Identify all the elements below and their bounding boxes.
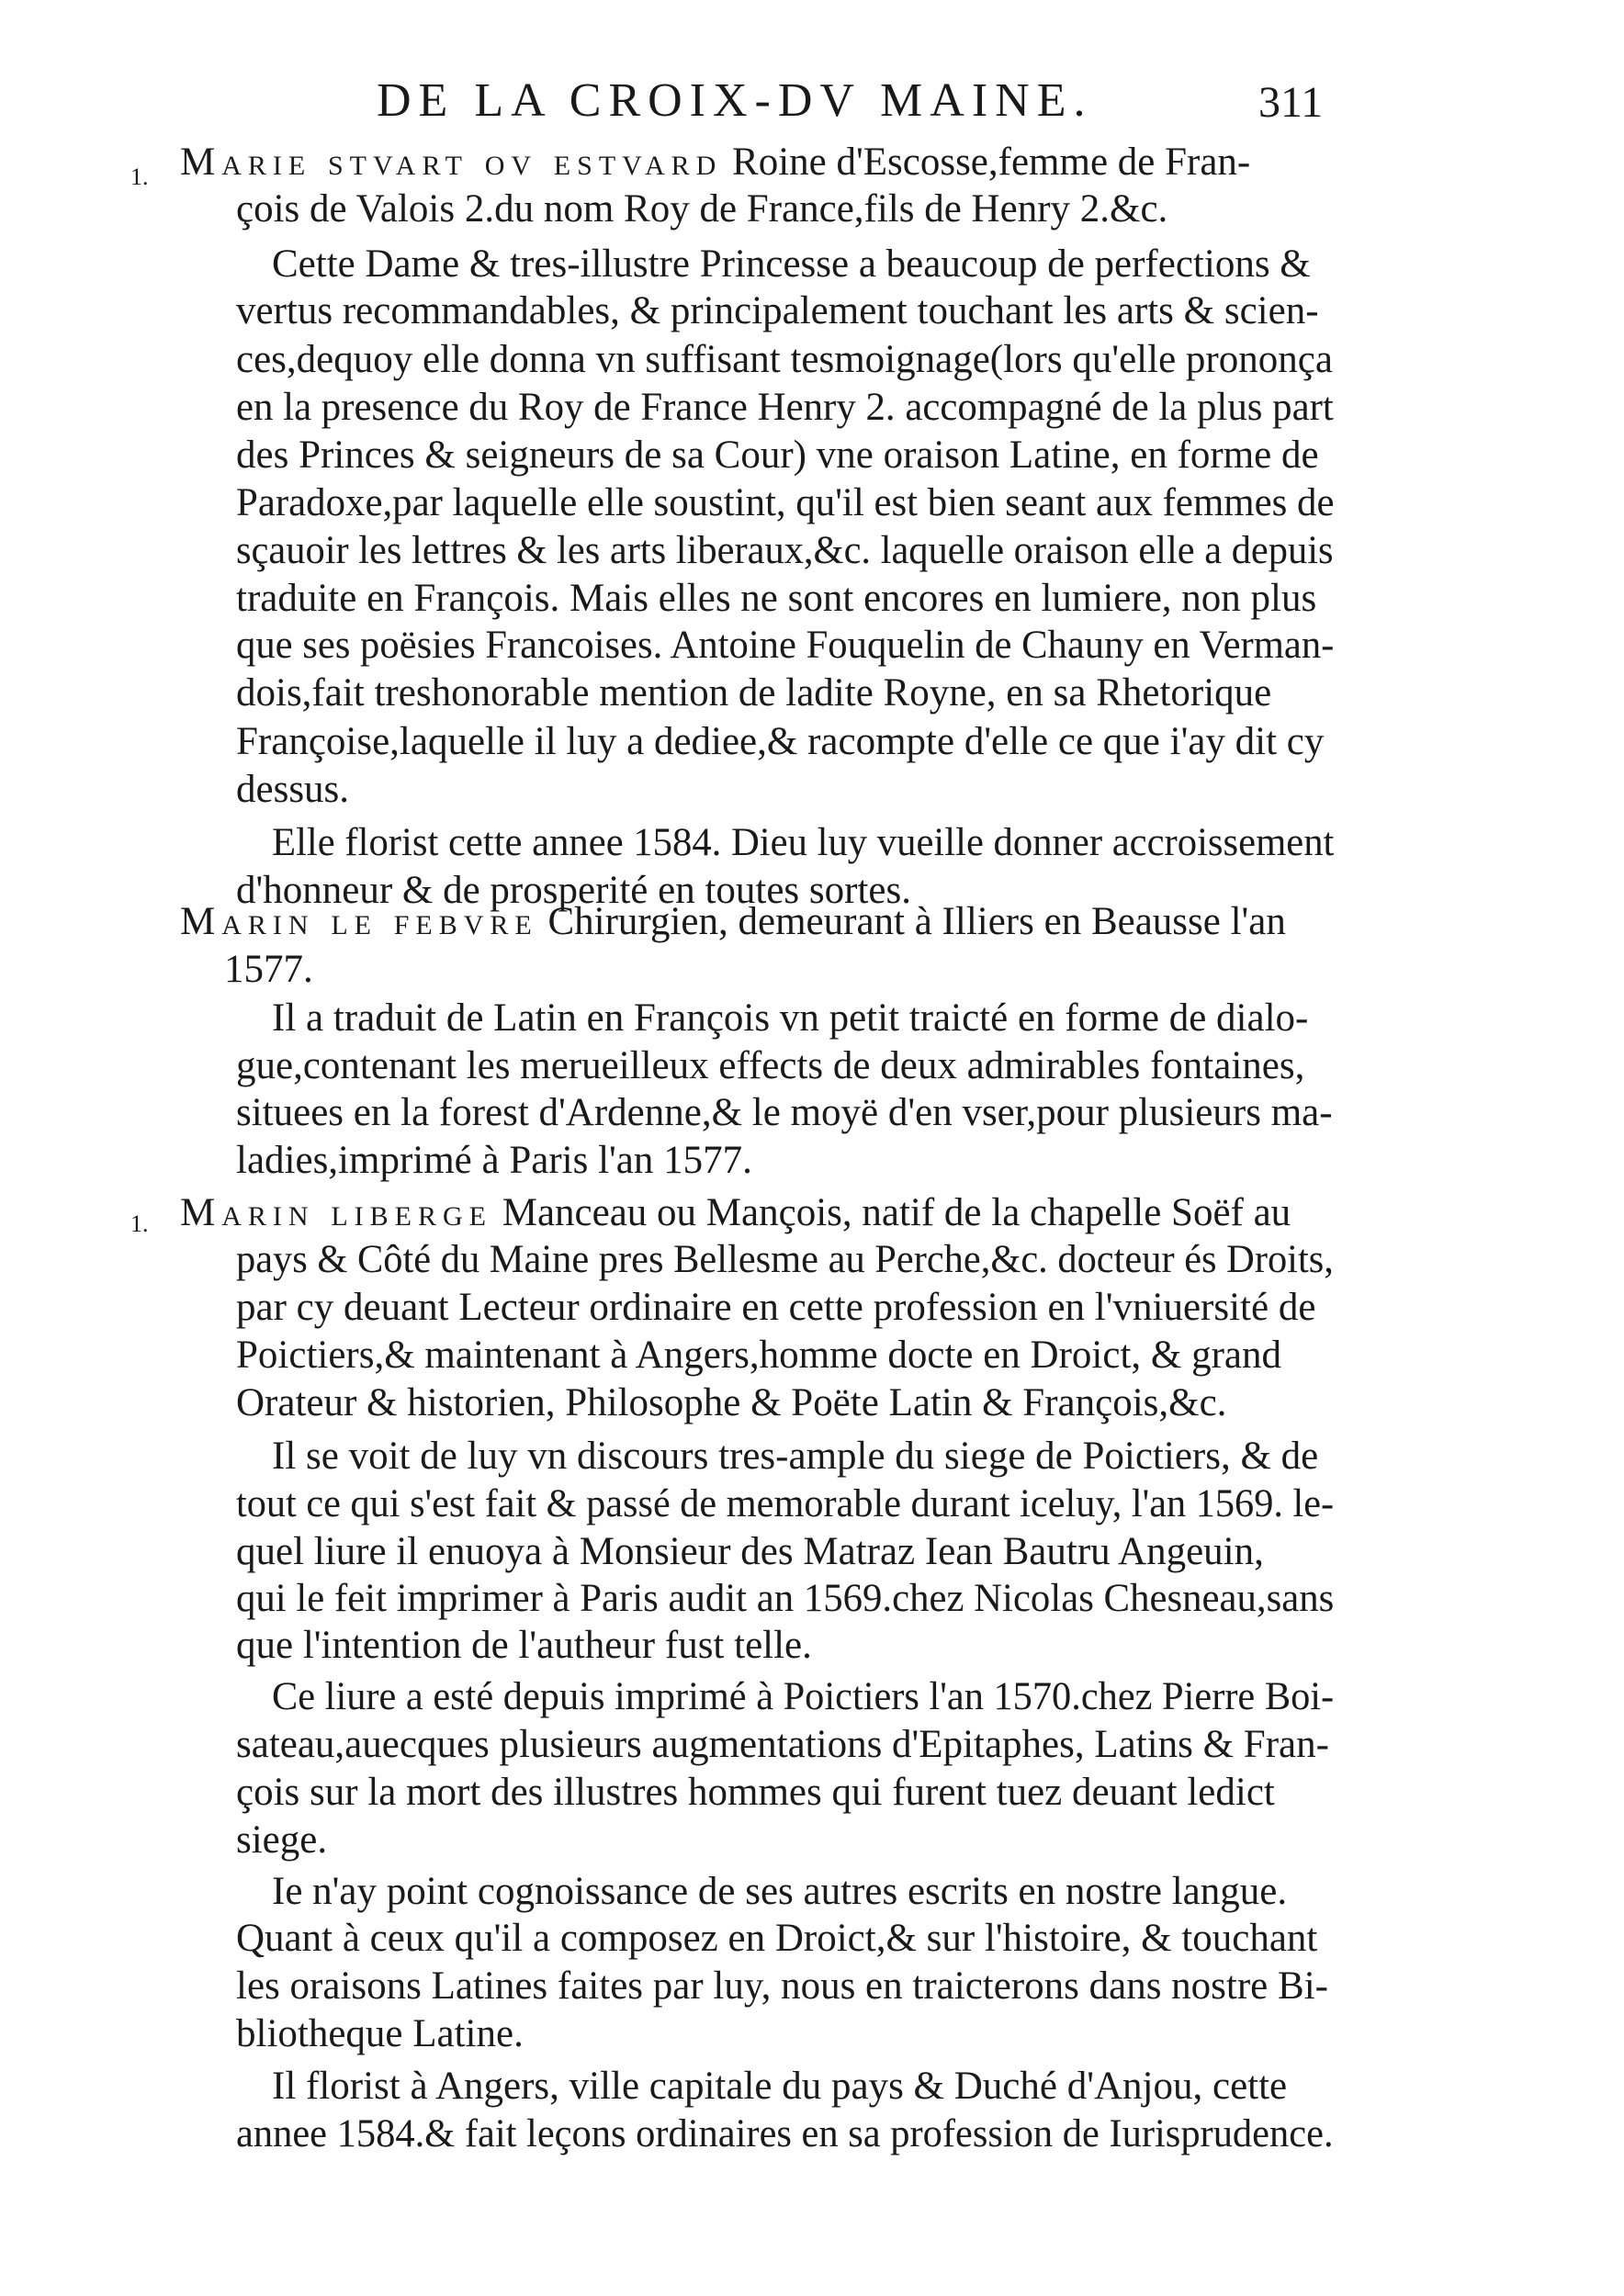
line-text: sateau,auecques plusieurs augmentations d'Epitaphes, Latins & Fran- [236, 1723, 1329, 1766]
text-line [272, 1436, 1318, 1476]
line-text: Cette Dame & tres-illustre Princesse a beaucoup de perfections & [272, 242, 1311, 286]
text-line [236, 1093, 1333, 1132]
line-text: Chirurgien, demeurant à Illiers en Beausse l'an [537, 900, 1286, 943]
line-text: Orateur & historien, Philosophe & Poëte Latin & François,&c. [236, 1381, 1227, 1424]
text-line [236, 531, 1334, 570]
entry-heading-line [180, 142, 1250, 182]
text-line [236, 1288, 1315, 1327]
line-text: quel liure il enuoya à Monsieur des Matraz Iean Bautru Angeuin, [236, 1530, 1264, 1573]
line-text: tout ce qui s'est fait & passé de memorable durant iceluy, l'an 1569. le- [236, 1482, 1335, 1525]
text-line [236, 1820, 327, 1860]
text-line [236, 189, 1167, 229]
text-line [272, 998, 1308, 1038]
line-text: Ie n'ay point cognoissance de ses autres escrits en nostre langue. [272, 1870, 1288, 1913]
line-text: situees en la forest d'Ardenne,& le moyë d'en vser,pour plusieurs ma- [236, 1091, 1333, 1134]
line-text: que l'intention de l'autheur fust telle. [236, 1624, 812, 1667]
text-line [236, 1579, 1334, 1618]
line-text: ces,dequoy elle donna vn suffisant tesmoignage(lors qu'elle prononça [236, 338, 1333, 381]
line-text: Manceau ou Mançois, natif de la chapelle Soëf au [491, 1191, 1291, 1234]
line-text: Il a traduit de Latin en François vn petit traicté en forme de dialo- [272, 996, 1309, 1040]
text-line [272, 244, 1311, 284]
line-text: Roine d'Escosse,femme de Fran- [722, 141, 1251, 184]
line-text: Françoise,laquelle il luy a dediee,& racompte d'elle ce que i'ay dit cy [236, 720, 1325, 763]
text-line [236, 1725, 1329, 1764]
line-text: 1577. [224, 948, 313, 991]
page-number: 311 [1258, 78, 1324, 127]
line-text: çois de Valois 2.du nom Roy de France,fils de Henry 2.&c. [236, 187, 1168, 231]
text-line [236, 1383, 1226, 1423]
line-text: pays & Côté du Maine pres Bellesme au Perche,&c. docteur és Droits, [236, 1238, 1334, 1281]
margin-mark: 1. [130, 163, 149, 190]
text-line [236, 340, 1333, 379]
author-name: Marin le febvre [180, 900, 538, 943]
line-text: Elle florist cette annee 1584. Dieu luy vueille donner accroissement [272, 821, 1335, 864]
line-text: Poictiers,& maintenant à Angers,homme docte en Droict, & grand [236, 1334, 1282, 1377]
line-text: dessus. [236, 768, 350, 811]
text-line [236, 579, 1316, 618]
text-line [236, 1773, 1275, 1812]
line-text: traduite en François. Mais elles ne sont encores en lumiere, non plus [236, 577, 1317, 620]
text-line [236, 1484, 1334, 1524]
text-line [236, 435, 1319, 475]
margin-mark: 1. [130, 1210, 149, 1237]
line-text: sçauoir les lettres & les arts liberaux,&c. laquelle oraison elle a depuis [236, 529, 1334, 572]
line-text: que ses poësies Francoises. Antoine Fouquelin de Chauny en Verman- [236, 624, 1335, 667]
line-text: des Princes & seigneurs de sa Cour) vne oraison Latine, en forme de [236, 433, 1319, 477]
line-text: bliotheque Latine. [236, 2012, 524, 2055]
text-line [224, 950, 313, 989]
line-text: en la presence du Roy de France Henry 2. accompagné de la plus part [236, 386, 1334, 429]
text-line [272, 1872, 1287, 1911]
text-line [236, 2014, 524, 2054]
line-text: siege. [236, 1818, 328, 1862]
line-text: Quant à ceux qu'il a composez en Droict,& sur l'histoire, & touchant [236, 1917, 1318, 1960]
running-title: DE LA CROIX-DV MAINE. [377, 74, 1093, 127]
text-line [272, 1677, 1334, 1716]
author-name: Marin liberge [180, 1191, 492, 1234]
line-text: ladies,imprimé à Paris l'an 1577. [236, 1139, 752, 1182]
line-text: çois sur la mort des illustres hommes qui furent tuez deuant ledict [236, 1771, 1275, 1814]
line-text: vertus recommandables, & principalement touchant les arts & scien- [236, 289, 1319, 332]
text-line [236, 673, 1271, 713]
text-line [236, 2114, 1334, 2154]
text-line [236, 483, 1334, 523]
line-text: par cy deuant Lecteur ordinaire en cette profession en l'vniuersité de [236, 1286, 1316, 1329]
text-line [236, 388, 1334, 427]
line-text: les oraisons Latines faites par luy, nous en traicterons dans nostre Bi- [236, 1964, 1328, 2008]
line-text: qui le feit imprimer à Paris audit an 1569.chez Nicolas Chesneau,sans [236, 1577, 1335, 1620]
line-text: Ce liure a esté depuis imprimé à Poictiers l'an 1570.chez Pierre Boi- [272, 1675, 1335, 1718]
text-line [236, 1335, 1281, 1375]
entry-heading-line [180, 902, 1286, 941]
text-line [272, 823, 1334, 862]
author-name: Marie stvart ov estvard [180, 141, 723, 184]
text-line [236, 625, 1334, 665]
line-text: annee 1584.& fait leçons ordinaires en sa profession de Iurisprudence. [236, 2112, 1334, 2155]
text-line [236, 1532, 1264, 1571]
text-line [236, 770, 349, 809]
line-text: Il se voit de luy vn discours tres-ample du siege de Poictiers, & de [272, 1435, 1319, 1478]
line-text: Il florist à Angers, ville capitale du pays & Duché d'Anjou, cette [272, 2065, 1288, 2108]
line-text: Paradoxe,par laquelle elle soustint, qu'il est bien seant aux femmes de [236, 481, 1335, 524]
line-text: dois,fait treshonorable mention de ladite Royne, en sa Rhetorique [236, 671, 1272, 715]
text-line [236, 722, 1324, 761]
text-line [236, 291, 1319, 331]
text-line [236, 1966, 1328, 2006]
text-line [236, 1626, 812, 1665]
entry-heading-line [180, 1193, 1291, 1232]
text-line [236, 1240, 1334, 1279]
text-line [236, 1141, 752, 1180]
line-text: d'honneur & de prosperité en toutes sortes. [236, 869, 911, 912]
text-line [236, 1919, 1317, 1958]
text-line [272, 2066, 1287, 2106]
text-line [236, 1046, 1304, 1086]
line-text: gue,contenant les merueilleux effects de deux admirables fontaines, [236, 1044, 1305, 1087]
